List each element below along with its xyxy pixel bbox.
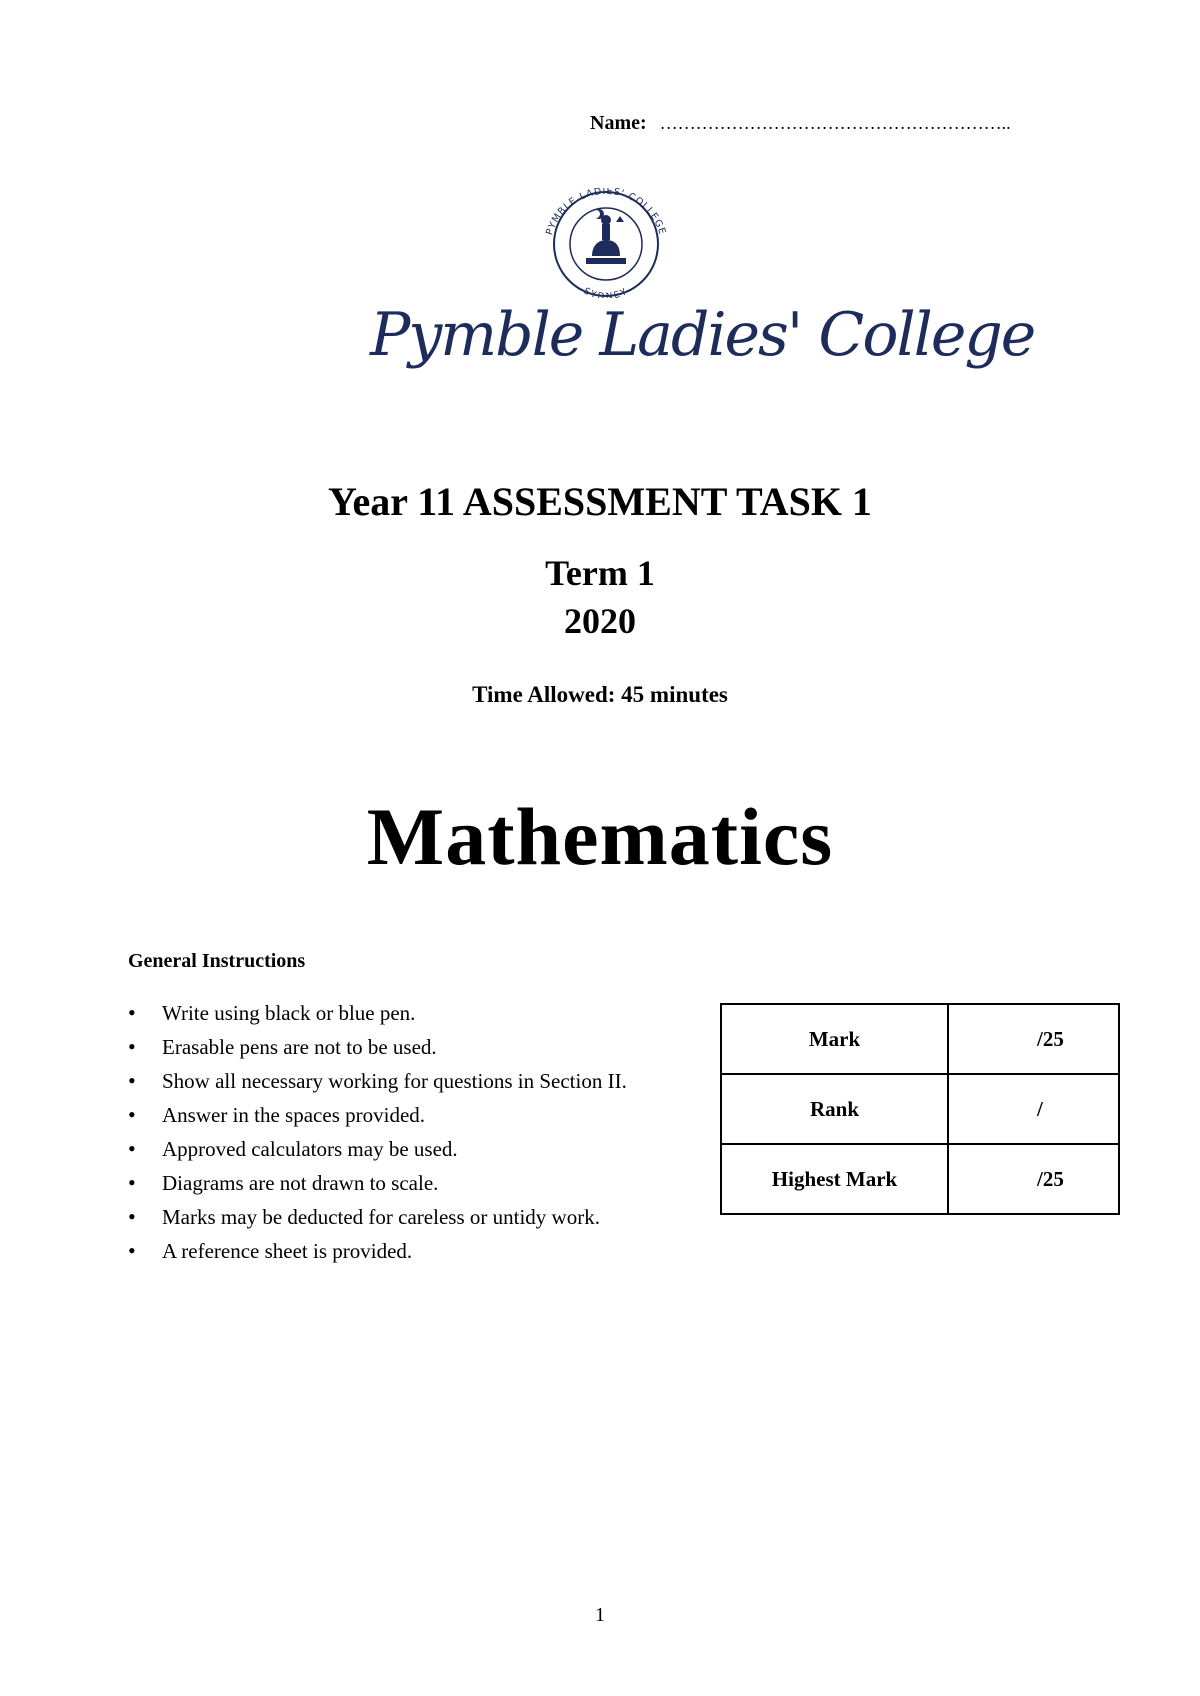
instruction-item: • Write using black or blue pen. [128,1000,688,1026]
name-field [590,112,1011,135]
svg-text:SYDNEY [582,286,630,298]
instructions-list [128,1000,688,1272]
instruction-item: • Show all necessary working for questions in Section II. [128,1068,688,1094]
instruction-item: • Marks may be deducted for careless or untidy work. [128,1204,688,1230]
page-number: 1 [595,1604,605,1626]
year-label: 2020 [564,601,636,641]
instruction-item: • A reference sheet is provided. [128,1238,688,1264]
name-label: Name: [590,112,647,134]
marks-table [720,1003,1120,1215]
college-wordmark: Pymble Ladies' College [370,300,1035,370]
instruction-item: • Diagrams are not drawn to scale. [128,1170,688,1196]
time-allowed: Time Allowed: 45 minutes [472,682,728,707]
seal-top-text: PYMBLE LADIES' COLLEGE [544,188,668,237]
mark-value: /25 [948,1004,1119,1074]
mark-label: Mark [721,1004,948,1074]
table-row [721,1144,1119,1214]
college-seal-icon [370,188,840,298]
highest-mark-value: /25 [948,1144,1119,1214]
name-blank-line: ………………………………………………….. [659,113,1011,133]
highest-mark-label: Highest Mark [721,1144,948,1214]
rank-label: Rank [721,1074,948,1144]
term-label: Term 1 [545,553,655,593]
rank-value: / [948,1074,1119,1144]
table-row [721,1004,1119,1074]
subject-title: Mathematics [366,791,834,882]
seal-bottom-text: SYDNEY [581,286,631,298]
instruction-item: • Erasable pens are not to be used. [128,1034,688,1060]
instructions-heading: General Instructions [128,950,306,972]
instruction-item: • Answer in the spaces provided. [128,1102,688,1128]
assessment-title: Year 11 ASSESSMENT TASK 1 [328,479,872,524]
instruction-item: • Approved calculators may be used. [128,1136,688,1162]
table-row [721,1074,1119,1144]
